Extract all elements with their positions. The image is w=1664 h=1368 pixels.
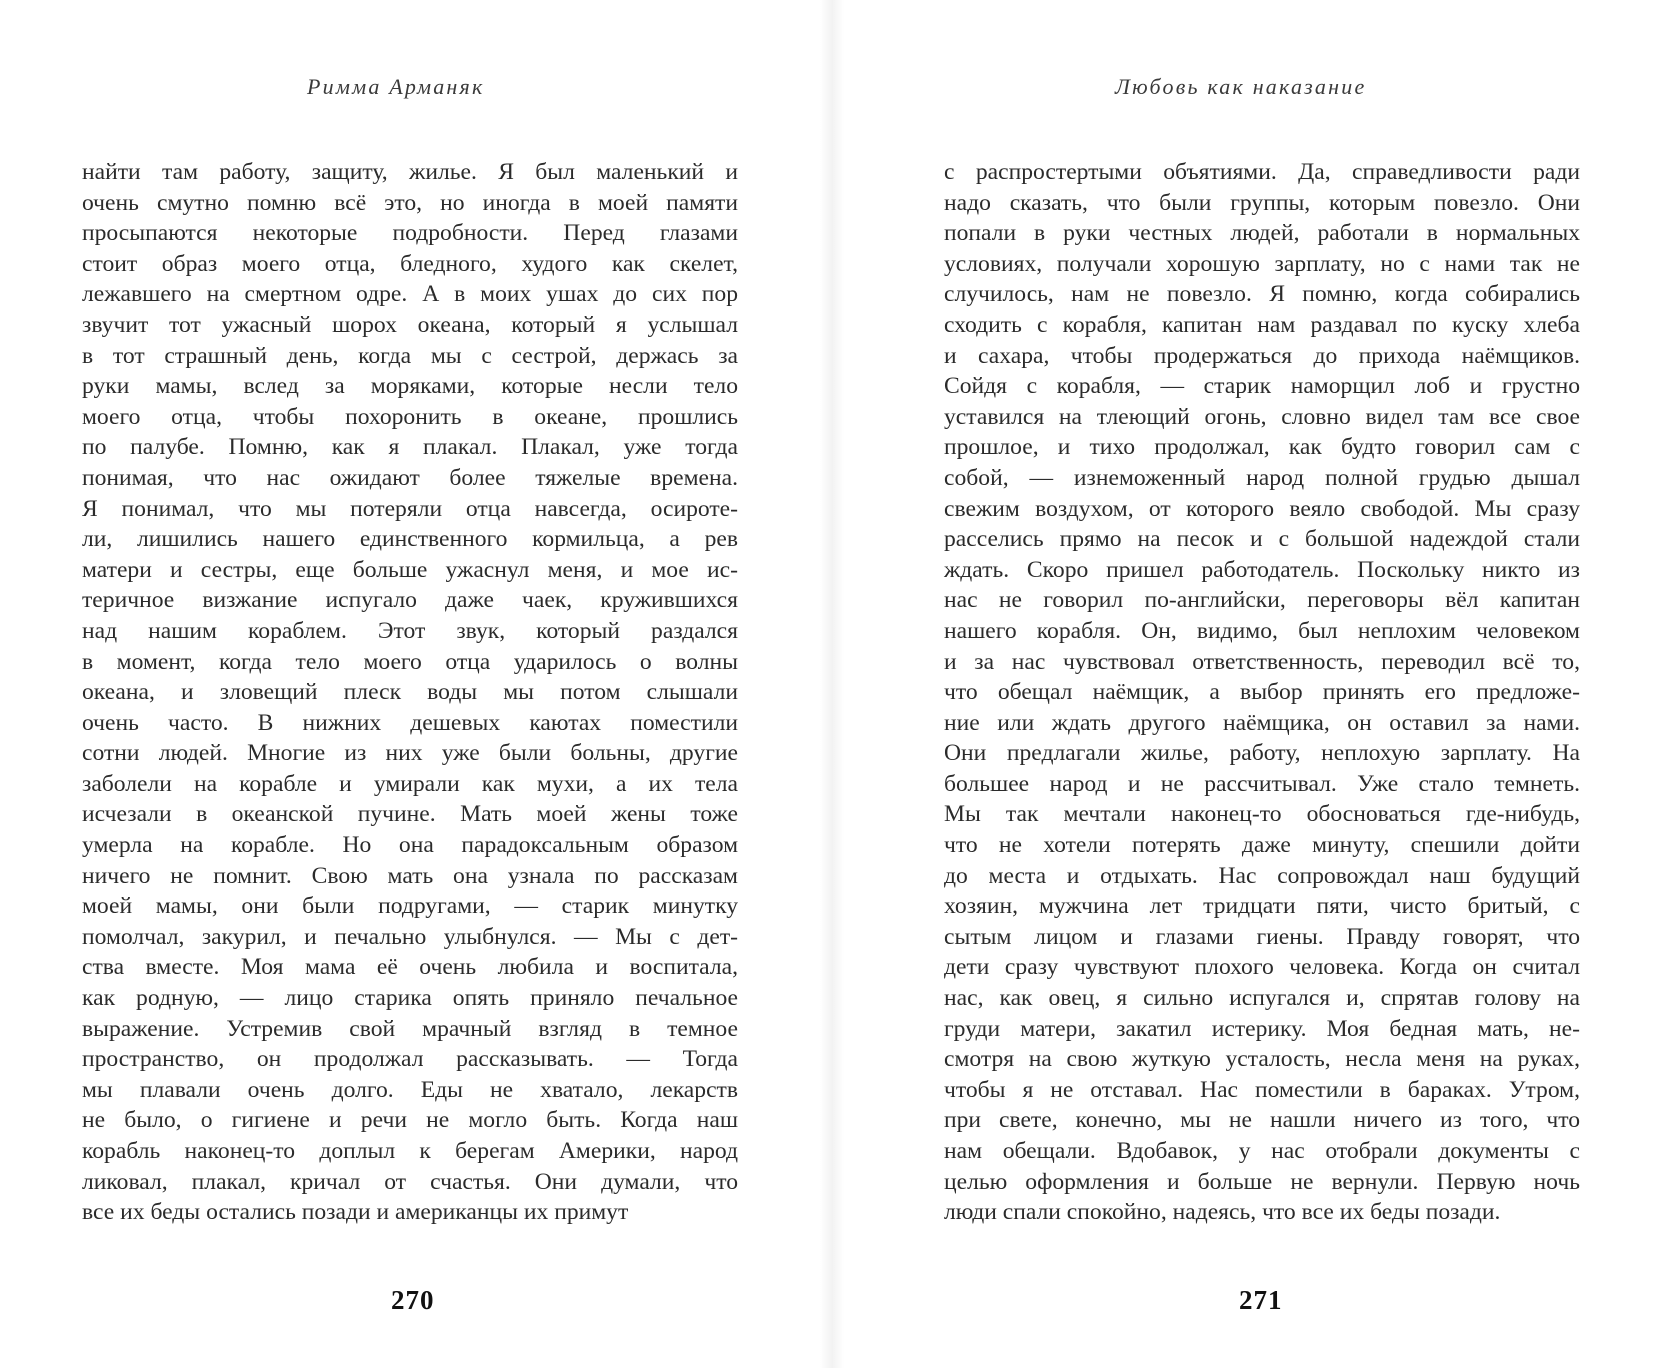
text-line: случилось, нам не повезло. Я помню, когда собирались bbox=[944, 281, 1580, 308]
text-line: в момент, когда тело моего отца ударилось о волны bbox=[82, 648, 738, 675]
text-line: сытым лицом и глазами гиены. Правду говорят, что bbox=[944, 923, 1580, 950]
text-line: нас не говорил по-английски, переговоры вёл капитан bbox=[944, 587, 1580, 614]
running-head-author: Римма Арманяк bbox=[307, 74, 485, 99]
text-line: выражение. Устремив свой мрачный взгляд в темное bbox=[82, 1015, 738, 1042]
text-line: хозяин, мужчина лет тридцати пяти, чисто бритый, с bbox=[944, 893, 1580, 920]
text-line: лежавшего на смертном одре. А в моих ушах до сих пор bbox=[82, 281, 738, 308]
text-line: стоит образ моего отца, бледного, худого как скелет, bbox=[82, 250, 738, 277]
text-line: понимая, что нас ожидают более тяжелые времена. bbox=[82, 464, 738, 491]
text-line: целью оформления и больше не вернули. Первую ночь bbox=[944, 1168, 1580, 1195]
text-line: по палубе. Помню, как я плакал. Плакал, уже тогда bbox=[82, 434, 738, 461]
text-line: большее народ и не рассчитывал. Уже стало темнеть. bbox=[944, 770, 1580, 797]
text-line: чтобы я не отставал. Нас поместили в бараках. Утром, bbox=[944, 1076, 1580, 1103]
body-text-left bbox=[82, 157, 738, 1228]
text-line: Мы так мечтали наконец-то обосноваться где-нибудь, bbox=[944, 801, 1580, 828]
text-line: очень смутно помню всё это, но иногда в моей памяти bbox=[82, 189, 738, 216]
text-line: Они предлагали жилье, работу, неплохую зарплату. На bbox=[944, 740, 1580, 767]
page-right bbox=[832, 0, 1664, 1368]
text-line: корабль наконец-то доплыл к берегам Америки, народ bbox=[82, 1138, 738, 1164]
text-line: расселись прямо на песок и с большой надеждой стали bbox=[944, 526, 1580, 553]
text-line: с распростертыми объятиями. Да, справедливости ради bbox=[944, 159, 1580, 185]
running-head-title: Любовь как наказание bbox=[1115, 74, 1367, 99]
text-line: очень часто. В нижних дешевых каютах поместили bbox=[82, 709, 738, 736]
text-line: ли, лишились нашего единственного кормильца, а рев bbox=[82, 526, 738, 553]
text-line: матери и сестры, еще больше ужаснул меня, и мое ис- bbox=[82, 556, 738, 583]
text-line: и сахара, чтобы продержаться до прихода наёмщиков. bbox=[944, 342, 1580, 369]
text-line: нашего корабля. Он, видимо, был неплохим человеком bbox=[944, 617, 1580, 644]
text-line: моего отца, чтобы похоронить в океане, прошлись bbox=[82, 403, 738, 430]
text-line: нас, как овец, я сильно испугался и, спрятав голову на bbox=[944, 985, 1580, 1012]
text-line: что не хотели потерять даже минуту, спешили дойти bbox=[944, 832, 1580, 859]
body-text-right bbox=[944, 157, 1580, 1228]
text-line: смотря на свою жуткую усталость, несла меня на руках, bbox=[944, 1046, 1580, 1073]
text-line: нам обещали. Вдобавок, у нас отобрали документы с bbox=[944, 1138, 1580, 1164]
text-line: просыпаются некоторые подробности. Перед глазами bbox=[82, 220, 738, 247]
text-line: до места и отдыхать. Нас сопровождал наш будущий bbox=[944, 862, 1580, 889]
page-number-left: 270 bbox=[391, 1285, 435, 1315]
text-line: ства вместе. Моя мама её очень любила и воспитала, bbox=[82, 954, 738, 981]
text-line: не было, о гигиене и речи не могло быть. Когда наш bbox=[82, 1107, 738, 1134]
text-line: звучит тот ужасный шорох океана, который я услышал bbox=[82, 311, 738, 338]
text-line: что обещал наёмщик, а выбор принять его предложе- bbox=[944, 679, 1580, 706]
text-line: пространство, он продолжал рассказывать. — Тогда bbox=[82, 1046, 738, 1073]
text-line: дети сразу чувствуют плохого человека. Когда он считал bbox=[944, 954, 1580, 981]
text-line: умерла на корабле. Но она парадоксальным образом bbox=[82, 832, 738, 859]
text-line: ние или ждать другого наёмщика, он оставил за нами. bbox=[944, 709, 1580, 736]
text-line: моей мамы, они были подругами, — старик минутку bbox=[82, 893, 738, 920]
text-line: в тот страшный день, когда мы с сестрой, держась за bbox=[82, 342, 738, 369]
text-line: океана, и зловещий плеск воды мы потом слышали bbox=[82, 679, 738, 706]
text-line: ликовал, плакал, кричал от счастья. Они думали, что bbox=[82, 1168, 738, 1195]
text-line: ждать. Скоро пришел работодатель. Поскольку никто из bbox=[944, 556, 1580, 583]
text-line: сотни людей. Многие из них уже были больны, другие bbox=[82, 740, 738, 767]
text-line: руки мамы, вслед за моряками, которые несли тело bbox=[82, 373, 738, 400]
text-line: все их беды остались позади и американцы их примут bbox=[82, 1199, 629, 1226]
text-line: ничего не помнит. Свою мать она узнала по рассказам bbox=[82, 862, 738, 889]
text-line: Я понимал, что мы потеряли отца навсегда, осироте- bbox=[82, 495, 738, 522]
text-line: и за нас чувствовал ответственность, переводил всё то, bbox=[944, 648, 1580, 675]
text-line: при свете, конечно, мы не нашли ничего из того, что bbox=[944, 1107, 1580, 1134]
text-line: собой, — изнеможенный народ полной грудью дышал bbox=[944, 464, 1580, 491]
text-line: как родную, — лицо старика опять приняло печальное bbox=[82, 985, 738, 1012]
text-line: попали в руки честных людей, работали в нормальных bbox=[944, 220, 1580, 247]
text-line: прошлое, и тихо продолжал, как будто говорил сам с bbox=[944, 434, 1580, 461]
text-line: заболели на корабле и умирали как мухи, а их тела bbox=[82, 770, 738, 797]
text-line: исчезали в океанской пучине. Мать моей жены тоже bbox=[82, 801, 738, 828]
text-line: над нашим кораблем. Этот звук, который раздался bbox=[82, 617, 738, 644]
text-line: уставился на тлеющий огонь, словно видел там все свое bbox=[944, 403, 1580, 430]
text-line: теричное визжание испугало даже чаек, кружившихся bbox=[82, 587, 738, 614]
text-line: условиях, получали хорошую зарплату, но с нами так не bbox=[944, 250, 1580, 277]
text-line: помолчал, закурил, и печально улыбнулся. — Мы с дет- bbox=[82, 923, 738, 950]
text-line: надо сказать, что были группы, которым повезло. Они bbox=[944, 189, 1580, 216]
text-line: груди матери, закатил истерику. Моя бедная мать, не- bbox=[944, 1015, 1580, 1042]
text-line: мы плавали очень долго. Еды не хватало, лекарств bbox=[82, 1076, 738, 1103]
text-line: сходить с корабля, капитан нам раздавал по куску хлеба bbox=[944, 311, 1580, 338]
page-number-right: 271 bbox=[1239, 1285, 1283, 1315]
text-line: свежим воздухом, от которого веяло свободой. Мы сразу bbox=[944, 495, 1580, 522]
text-line: люди спали спокойно, надеясь, что все их беды позади. bbox=[944, 1199, 1501, 1226]
text-line: Сойдя с корабля, — старик наморщил лоб и грустно bbox=[944, 373, 1580, 400]
text-line: найти там работу, защиту, жилье. Я был маленький и bbox=[82, 159, 738, 185]
